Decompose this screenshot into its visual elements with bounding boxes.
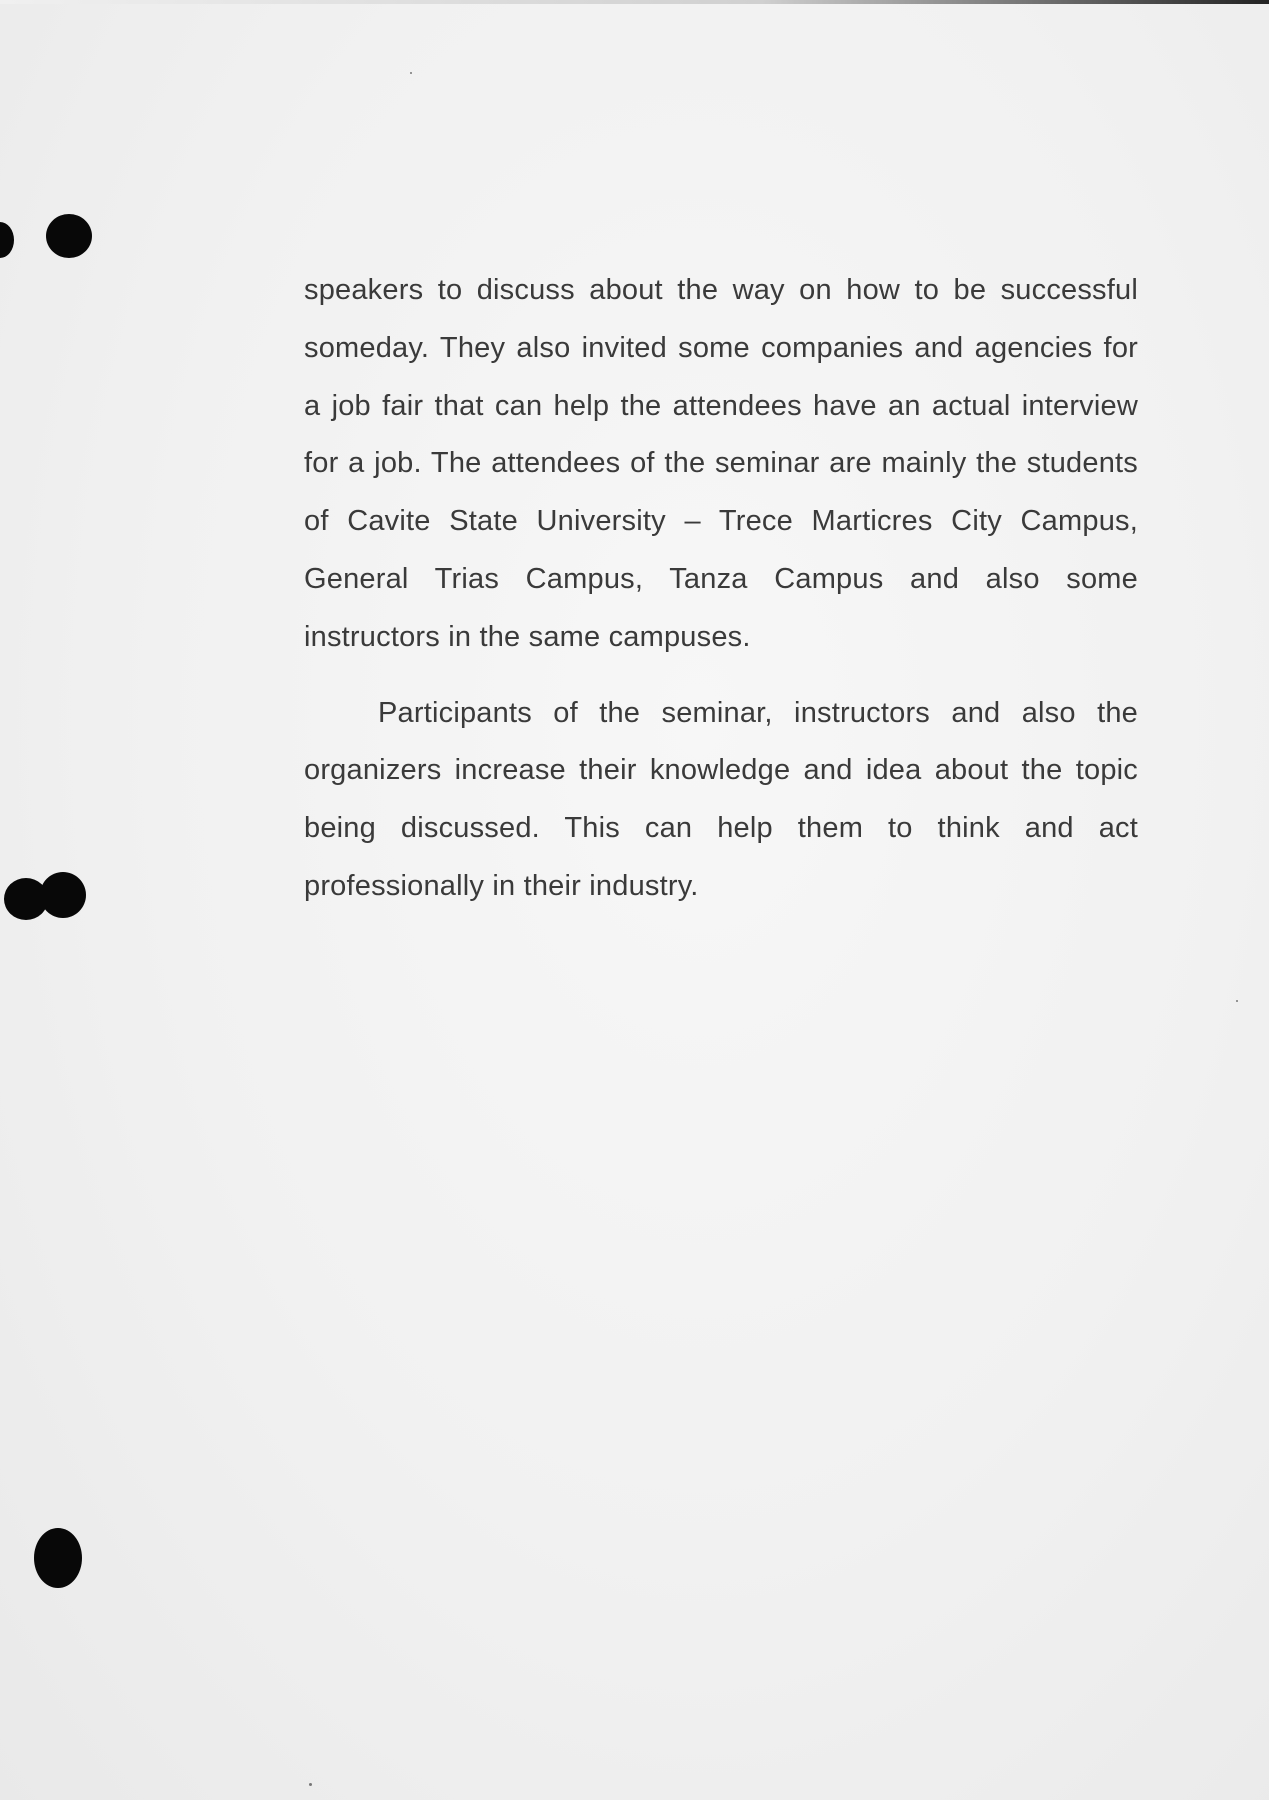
punch-hole [0,222,14,258]
punch-hole [40,872,86,918]
paragraph: speakers to discuss about the way on how to be successful someday. They also invited some companies and agencies for a job fair that can help the attendees have an actual interview for a job. The attendees of the seminar are mainly the students of Cavite State University – Trece Marticres City Campus, General Trias Campus, Tanza Campus and also some instructors in the same campuses. [304,274,1138,653]
paragraph: Participants of the seminar, instructors and also the organizers increase their knowledge and idea about the topic being discussed. This can help them to think and act professionally in their industry. [304,696,1138,902]
body-text [304,262,1138,916]
scan-speck [309,1783,312,1786]
page-top-edge [0,0,1269,4]
punch-hole [46,214,92,258]
scan-speck [410,72,412,74]
punch-hole [34,1528,82,1588]
scan-speck [1236,1000,1238,1002]
